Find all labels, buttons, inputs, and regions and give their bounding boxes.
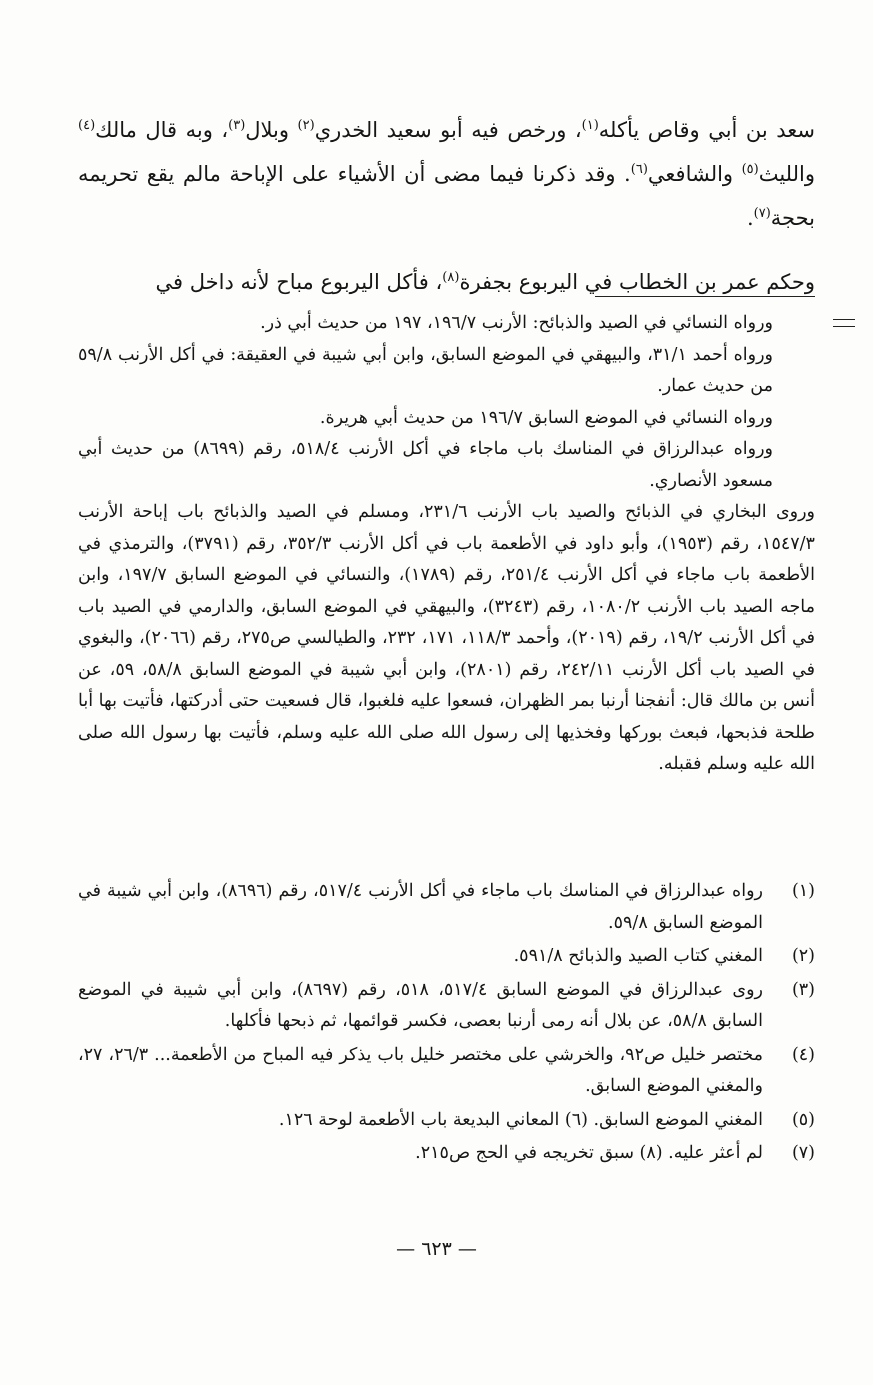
footnote-separator	[595, 296, 815, 297]
continuation-line: ورواه النسائي في الموضع السابق ١٩٦/٧ من حديث أبي هريرة.	[319, 407, 773, 428]
footnote-number: (٥)	[791, 1109, 815, 1130]
text-run: وبلال	[245, 118, 298, 142]
text-run: وحكم عمر بن الخطاب في اليربوع بجفرة	[459, 270, 815, 294]
text-run: سعد بن أبي وقاص يأكله	[598, 118, 815, 142]
footnote-ref: (١)	[581, 118, 599, 133]
footnote-number: (٢)	[791, 946, 815, 966]
main-text	[78, 108, 815, 304]
footnote-item	[78, 1040, 815, 1103]
footnote-text: مختصر خليل ص٩٢، والخرشي على مختصر خليل باب يذكر فيه المباح من الأطعمة... ٢٦/٣، ٢٧، والمغني الموضع السابق.	[78, 1044, 764, 1096]
paragraph-2	[78, 260, 815, 304]
text-run: ، فأكل اليربوع مباح لأنه داخل في	[155, 270, 443, 294]
text-run: .	[746, 206, 754, 230]
continuation-line: ورواه عبدالرزاق في المناسك باب ماجاء في أكل الأرنب ٥١٨/٤، رقم (٨٦٩٩) من حديث أبي مسعود الأنصاري.	[78, 439, 773, 491]
text-run: والشافعي	[647, 162, 742, 186]
footnote-text: لم أعثر عليه. (٨) سبق تخريجه في الحج ص٢١٥.	[415, 1143, 763, 1163]
text-run: والليث	[758, 162, 815, 186]
page-number: — ٦٢٣ —	[396, 1238, 477, 1260]
footnote-item	[78, 876, 815, 939]
footnote-ref: (٣)	[228, 118, 246, 133]
footnote-number: (٣)	[791, 979, 815, 1000]
footnote-ref: (٧)	[753, 206, 771, 221]
footnote-ref: (٤)	[78, 118, 96, 133]
footnote-item	[78, 941, 815, 973]
footnote-text: رواه عبدالرزاق في المناسك باب ماجاء في أكل الأرنب ٥١٧/٤، رقم (٨٦٩٦)، وابن أبي شيبة في الموضع السابق ٥٩/٨.	[78, 881, 763, 933]
text-run: ، وبه قال مالك	[95, 118, 229, 142]
footnote-number: (٤)	[791, 1044, 815, 1065]
continuation-line: ورواه أحمد ٣١/١، والبيهقي في الموضع السابق، وابن أبي شيبة في العقيقة: في أكل الأرنب ٥٩/٨ من حديث عمار.	[78, 344, 773, 396]
footnote-text: المغني الموضع السابق. (٦) المعاني البديعة باب الأطعمة لوحة ١٢٦.	[278, 1109, 763, 1130]
text-run: ، ورخص فيه أبو سعيد الخدري	[314, 118, 582, 142]
text-run: . وقد ذكرنا فيما مضى أن الأشياء على الإباحة مالم يقع تحريمه بحجة	[78, 162, 815, 230]
paragraph-1	[78, 108, 815, 240]
footnote-continuation	[78, 308, 815, 781]
footnote-ref: (٥)	[741, 162, 759, 177]
footnote-ref: (٦)	[630, 162, 648, 177]
footnote-ref: (٢)	[297, 118, 315, 133]
footnotes	[78, 876, 815, 1172]
continuation-mark	[833, 319, 855, 333]
footnote-item	[78, 975, 815, 1038]
continuation-line: وروى البخاري في الذبائح والصيد باب الأرنب ٢٣١/٦، ومسلم في الصيد والذبائح باب إباحة الأرنب ١٥٤٧/٣، رقم (١٩٥٣)، وأبو داود في الأطعمة باب في أكل الأرنب ٣٥٢/٣، رقم (٣٧٩١)، والترمذي في الأطعمة باب ماجاء في أكل الأرنب ٢٥١/٤، رقم (١٧٨٩)، والنسائي في الموضع السابق ١٩٧/٧، وابن ماجه الصيد باب الأرنب ١٠٨٠/٢، رقم (٣٢٤٣)، والبيهقي في الموضع السابق، والدارمي في الصيد باب في أكل الأرنب ١٩/٢، رقم (٢٠١٩)، وأحمد ١١٨/٣، ١٧١، ٢٣٢، والطيالسي ص٢٧٥، رقم (٢٠٦٦)، والبغوي في الصيد باب أكل الأرنب ٢٤٢/١١، رقم (٢٨٠١)، وابن أبي شيبة في الموضع السابق ٥٨/٨، ٥٩، عن أنس بن مالك قال: أنفجنا أرنبا بمر الظهران، فسعوا عليه فلغبوا، قال فسعيت حتى أدركتها، فأتيت بها أبا طلحة فذبحها، فبعث بوركها وفخذيها إلى رسول الله صلى الله عليه وسلم، فأتيت بها رسول الله صلى الله عليه وسلم فقبله.	[78, 502, 815, 774]
continuation-line: ورواه النسائي في الصيد والذبائح: الأرنب ١٩٦/٧، ١٩٧ من حديث أبي ذر.	[260, 313, 773, 333]
footnote-number: (٧)	[791, 1143, 815, 1163]
footnote-ref: (٨)	[442, 270, 460, 285]
footnote-item	[78, 1105, 815, 1137]
footnote-text: روى عبدالرزاق في الموضع السابق ٥١٧/٤، ٥١٨، رقم (٨٦٩٧)، وابن أبي شيبة في الموضع السابق ٥٨/٨، عن بلال أنه رمى أرنبا بعصى، فكسر قوائمها، ثم ذبحها فأكلها.	[78, 979, 763, 1031]
footnote-item	[78, 1138, 815, 1170]
footnote-number: (١)	[791, 881, 815, 901]
footnote-text: المغني كتاب الصيد والذبائح ٥٩١/٨.	[513, 946, 763, 966]
